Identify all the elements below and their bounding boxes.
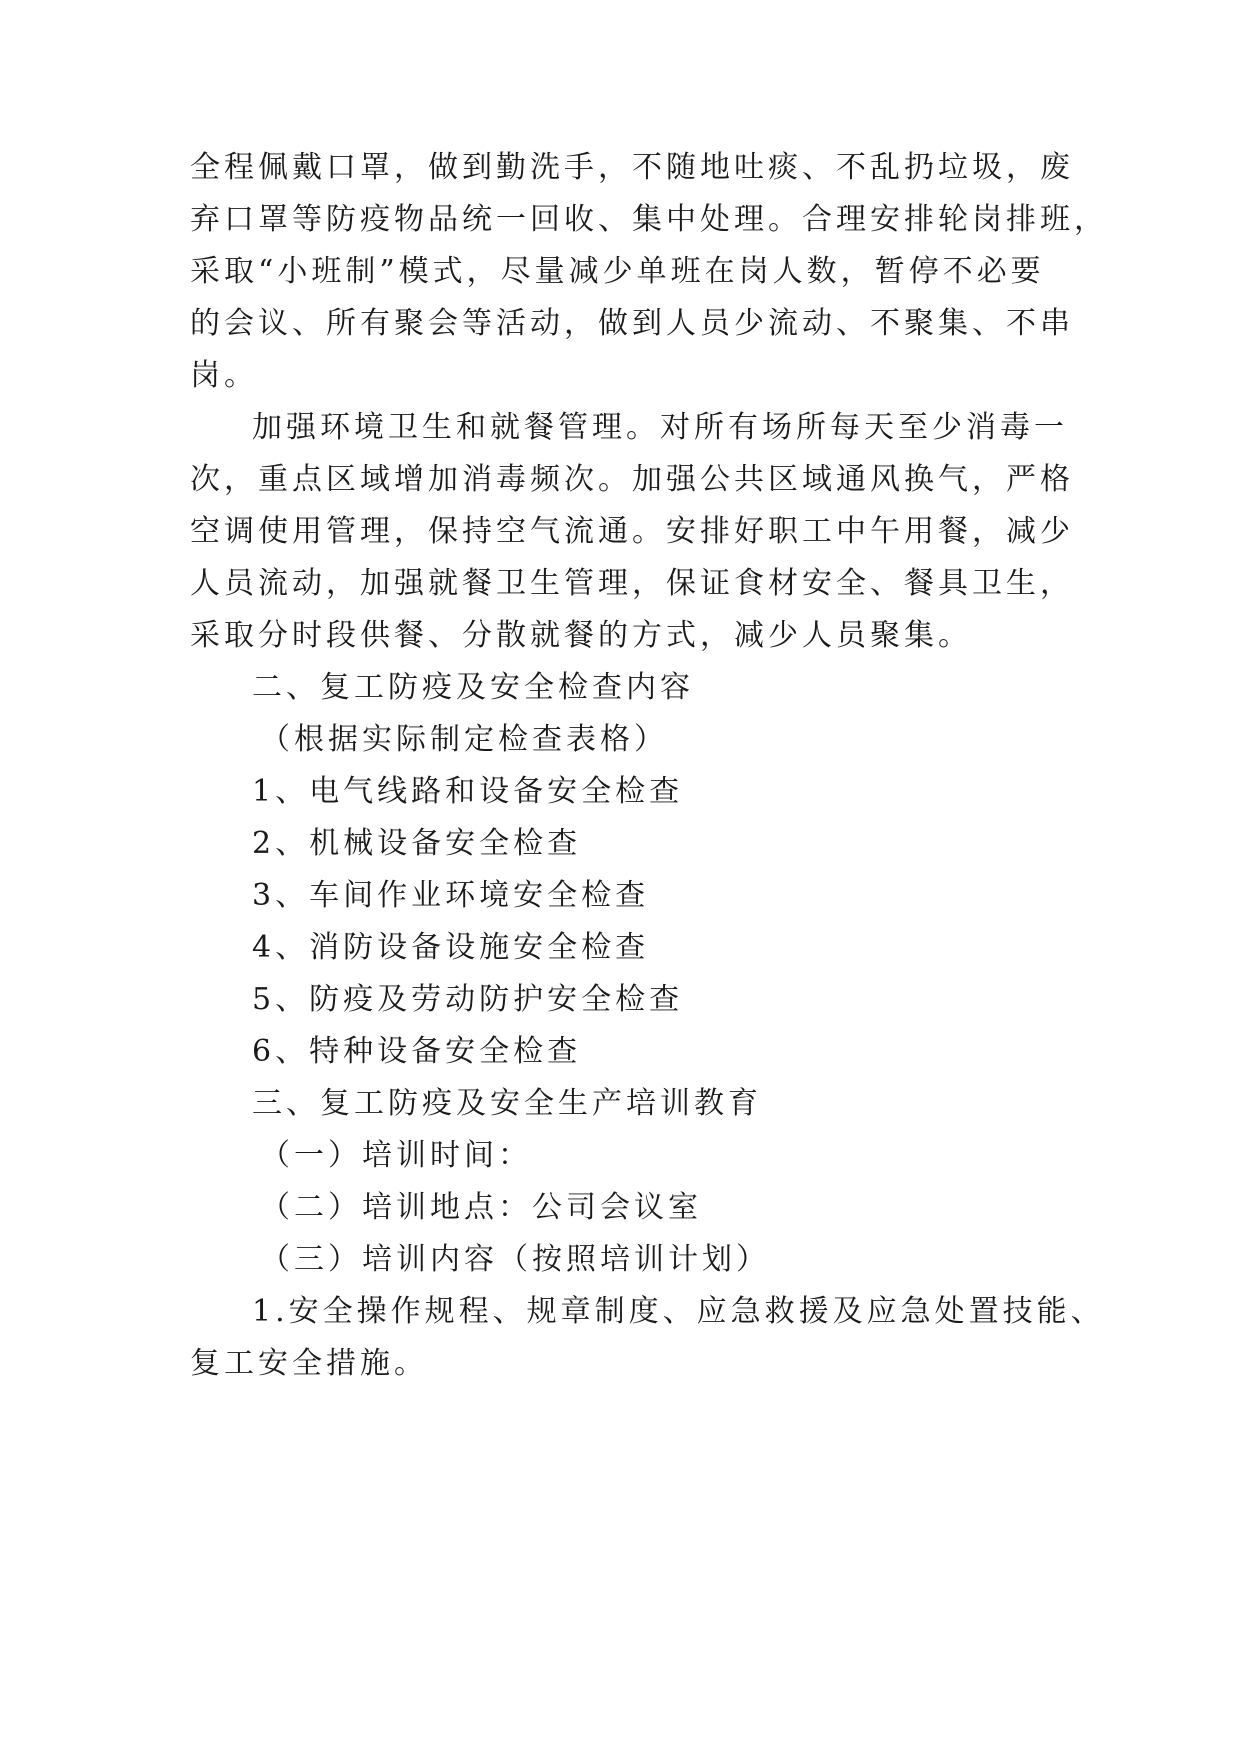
training-item: （二）培训地点：公司会议室 [260, 1190, 702, 1225]
checklist-item: 6、特种设备安全检查 [252, 1034, 582, 1069]
checklist-item: 1、电气线路和设备安全检查 [252, 774, 684, 809]
training-item: （一）培训时间： [260, 1138, 532, 1173]
checklist-item: 2、机械设备安全检查 [252, 826, 582, 861]
paragraph-line: 采取分时段供餐、分散就餐的方式，减少人员聚集。 [190, 618, 972, 653]
paragraph-line: 1.安全操作规程、规章制度、应急救援及应急处置技能、 [252, 1294, 1105, 1329]
section-heading: 二、复工防疫及安全检查内容 [252, 670, 694, 705]
paragraph-line: 人员流动，加强就餐卫生管理，保证食材安全、餐具卫生， [190, 566, 1074, 601]
checklist-item: 3、车间作业环境安全检查 [252, 878, 650, 913]
training-item: （三）培训内容（按照培训计划） [260, 1242, 770, 1277]
paragraph-line: 弃口罩等防疫物品统一回收、集中处理。合理安排轮岗排班， [190, 202, 1108, 237]
paragraph-line: 的会议、所有聚会等活动，做到人员少流动、不聚集、不串 [190, 306, 1074, 341]
section-heading: 三、复工防疫及安全生产培训教育 [252, 1086, 762, 1121]
paragraph-line: 次，重点区域增加消毒频次。加强公共区域通风换气，严格 [190, 462, 1074, 497]
paragraph-line: 采取“小班制”模式，尽量减少单班在岗人数，暂停不必要 [190, 254, 1045, 289]
paragraph-line: 岗。 [190, 358, 258, 393]
paragraph-line: 加强环境卫生和就餐管理。对所有场所每天至少消毒一 [252, 410, 1068, 445]
paragraph-line: 空调使用管理，保持空气流通。安排好职工中午用餐，减少 [190, 514, 1074, 549]
section-note: （根据实际制定检查表格） [260, 722, 668, 757]
checklist-item: 4、消防设备设施安全检查 [252, 930, 650, 965]
paragraph-line: 复工安全措施。 [190, 1346, 428, 1381]
checklist-item: 5、防疫及劳动防护安全检查 [252, 982, 684, 1017]
paragraph-line: 全程佩戴口罩，做到勤洗手，不随地吐痰、不乱扔垃圾，废 [190, 150, 1074, 185]
